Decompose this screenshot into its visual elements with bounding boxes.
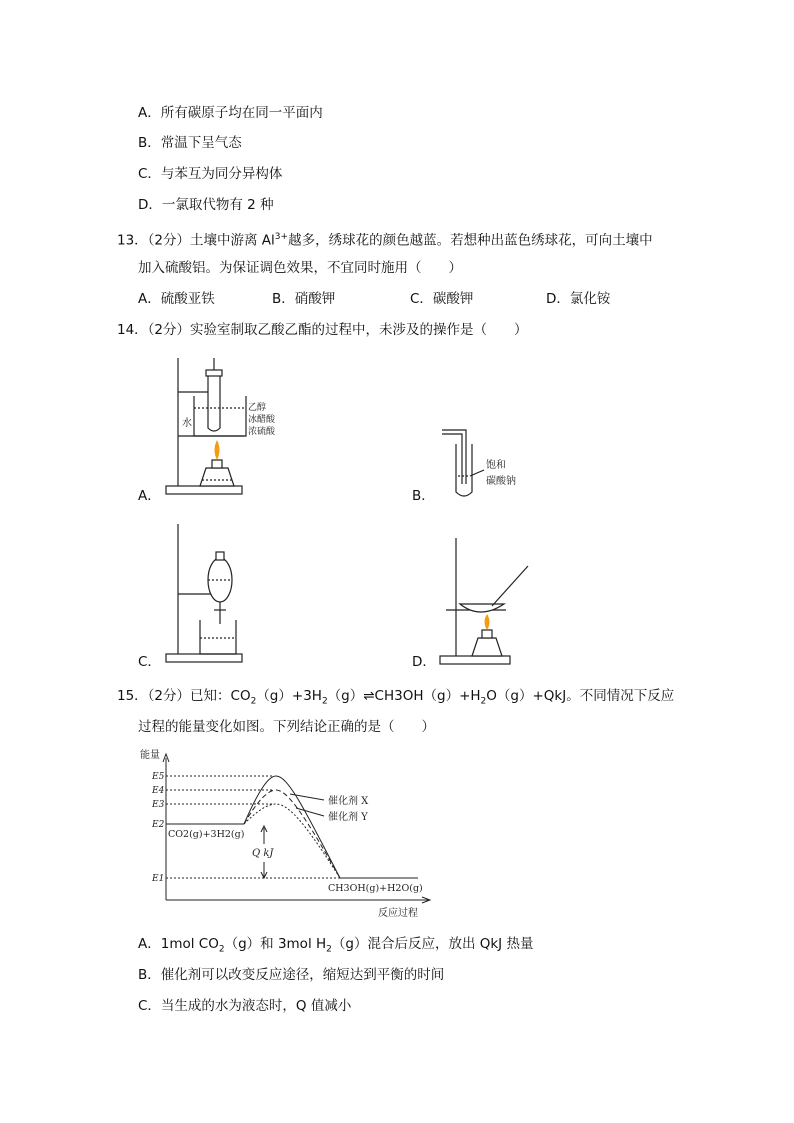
- q14-label-c: C．: [138, 654, 161, 670]
- level-label-e1: E1: [152, 874, 165, 884]
- q12-option-d: D．一氯取代物有 2 种: [138, 197, 274, 213]
- q13-option-d: D．氯化铵: [546, 291, 611, 307]
- level-label-e3: E3: [152, 800, 165, 810]
- q-label: Q kJ: [252, 848, 274, 859]
- q12-option-a: A．所有碳原子均在同一平面内: [138, 105, 323, 121]
- fig-b-reagent-1: 饱和: [486, 460, 506, 471]
- q15-option-b: B．催化剂可以改变反应途径，缩短达到平衡的时间: [138, 967, 445, 983]
- q13-stem-prefix: 13．（2分）土壤中游离 Al: [117, 232, 275, 249]
- fig-a-reagent-3: 浓硫酸: [248, 427, 276, 437]
- q15-option-c: C．当生成的水为液态时，Q 值减小: [138, 998, 352, 1014]
- reaction-axis-label: 反应过程: [378, 908, 418, 919]
- q15-stem-part: （g）+3H: [256, 688, 322, 704]
- q13-stem-sup: 3+: [274, 232, 289, 242]
- q15-stem-sub: 2: [321, 696, 328, 707]
- apparatus-water-bath-heating: [160, 352, 276, 498]
- q13-stem-line2: 加入硫酸铝。为保证调色效果，不宜同时施用（ ）: [138, 260, 462, 276]
- apparatus-separatory-funnel: [160, 520, 260, 666]
- q15-option-a-sub: 2: [326, 944, 332, 955]
- q13-options: [0, 289, 794, 309]
- q15-stem-line2: 过程的能量变化如图。下列结论正确的是（ ）: [138, 719, 435, 735]
- apparatus-evaporation: [436, 534, 536, 668]
- q13-stem: [117, 227, 653, 251]
- q15-option-a-part: A．1mol CO: [138, 936, 219, 952]
- energy-axis-label: 能量: [140, 750, 160, 761]
- q15-stem-sub: 2: [480, 696, 487, 707]
- apparatus-gas-collection-tube: [436, 424, 546, 500]
- q12-option-b: B．常温下呈气态: [138, 135, 242, 151]
- q15-option-a-part: （g）混合后反应，放出 QkJ 热量: [331, 936, 534, 952]
- q13-option-b: B．硝酸钾: [272, 291, 336, 307]
- q15-stem-part: （g）⇌CH3OH（g）+H: [327, 688, 481, 704]
- q14-label-a: A．: [138, 488, 161, 504]
- q15-stem-part: 15．（2分）已知：CO: [117, 688, 251, 704]
- q15-option-a: [138, 934, 533, 960]
- level-label-e2: E2: [152, 820, 165, 830]
- energy-profile-diagram: [140, 748, 440, 923]
- products-label: CH3OH(g)+H2O(g): [328, 883, 423, 894]
- fig-a-reagent-2: 冰醋酸: [248, 415, 276, 425]
- q13-option-a: A．硫酸亚铁: [138, 291, 215, 307]
- q13-stem-suffix: 越多，绣球花的颜色越蓝。若想种出蓝色绣球花，可向土壤中: [288, 232, 653, 249]
- level-label-e4: E4: [152, 786, 165, 796]
- q15-stem-sub: 2: [250, 696, 257, 707]
- q14-stem: 14．（2分）实验室制取乙酸乙酯的过程中，未涉及的操作是（ ）: [117, 322, 528, 338]
- catalyst-y-label: 催化剂 Y: [328, 812, 368, 823]
- reactants-label: CO2(g)+3H2(g): [168, 829, 245, 840]
- fig-a-reagent-1: 乙醇: [248, 403, 267, 413]
- q15-option-a-sub: 2: [218, 944, 225, 955]
- q15-option-a-part: （g）和 3mol H: [224, 936, 327, 952]
- q12-option-c: C．与苯互为同分异构体: [138, 166, 283, 182]
- level-label-e5: E5: [152, 772, 165, 782]
- q15-stem: [117, 686, 674, 712]
- q14-label-b: B．: [412, 488, 435, 504]
- q14-label-d: D．: [412, 654, 436, 670]
- catalyst-x-label: 催化剂 X: [328, 796, 369, 807]
- q15-stem-part: O（g）+QkJ。不同情况下反应: [486, 688, 675, 704]
- fig-b-reagent-2: 碳酸钠: [486, 476, 516, 487]
- q13-option-c: C．碳酸钾: [410, 291, 474, 307]
- fig-a-water-label: 水: [182, 418, 192, 429]
